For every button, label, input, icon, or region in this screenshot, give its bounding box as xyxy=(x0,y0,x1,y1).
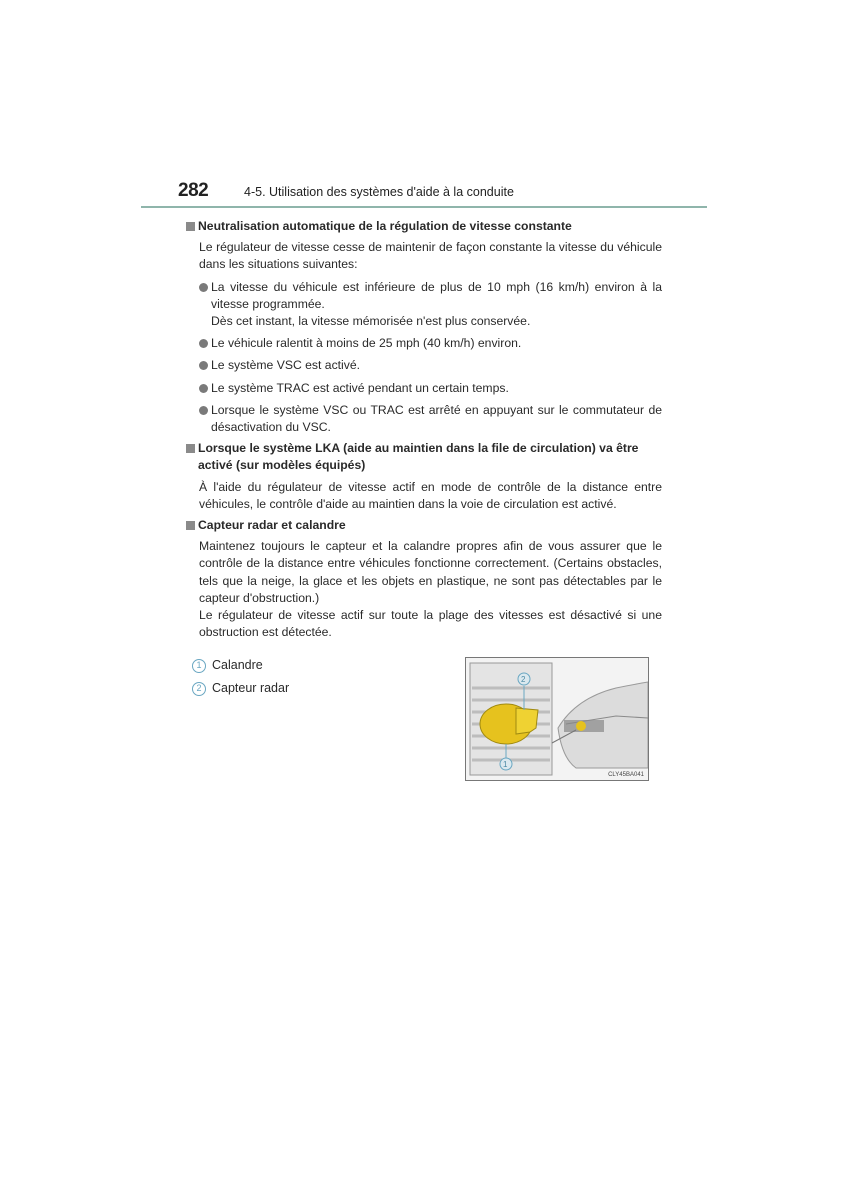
square-bullet-icon xyxy=(186,444,195,453)
paragraph: Le régulateur de vitesse actif sur toute la plage des vitesses est désactivé si une obstruction est détectée. xyxy=(199,608,662,640)
main-content xyxy=(186,214,662,641)
svg-text:1: 1 xyxy=(503,760,508,769)
bullet-icon xyxy=(199,361,208,370)
section-title: 4-5. Utilisation des systèmes d'aide à la conduite xyxy=(244,185,514,199)
bullet-icon xyxy=(199,283,208,292)
svg-text:2: 2 xyxy=(521,675,526,684)
list-item: Le système VSC est activé. xyxy=(199,357,662,374)
header-rule xyxy=(141,206,707,208)
bullet-icon xyxy=(199,406,208,415)
bullet-icon xyxy=(199,339,208,348)
callout-number-icon: 1 xyxy=(192,659,206,673)
section-heading: Neutralisation automatique de la régulation de vitesse constante xyxy=(186,218,662,235)
list-item: La vitesse du véhicule est inférieure de plus de 10 mph (16 km/h) environ à la vitesse programmée. Dès cet instant, la vitesse mémorisée n'est plus conservée. xyxy=(199,279,662,331)
square-bullet-icon xyxy=(186,222,195,231)
square-bullet-icon xyxy=(186,521,195,530)
page-number: 282 xyxy=(178,180,209,201)
bullet-icon xyxy=(199,384,208,393)
list-item: Le système TRAC est activé pendant un certain temps. xyxy=(199,380,662,397)
callout-number-icon: 2 xyxy=(192,682,206,696)
radar-sensor-illustration xyxy=(465,657,649,781)
figure-legend xyxy=(192,654,289,700)
legend-item: 2 Capteur radar xyxy=(192,677,289,700)
paragraph: À l'aide du régulateur de vitesse actif en mode de contrôle de la distance entre véhicules, le contrôle d'aide au maintien dans la voie de circulation est activé. xyxy=(199,479,662,511)
list-item: Le véhicule ralentit à moins de 25 mph (40 km/h) environ. xyxy=(199,335,662,352)
list-item: Lorsque le système VSC ou TRAC est arrêté en appuyant sur le commutateur de désactivation du VSC. xyxy=(199,402,662,436)
legend-item: 1 Calandre xyxy=(192,654,289,677)
car-grille-illustration xyxy=(466,658,648,780)
page-header xyxy=(178,180,514,202)
figure-code: CLY45BA041 xyxy=(608,772,644,778)
section-heading: Capteur radar et calandre xyxy=(186,517,662,534)
paragraph: Le régulateur de vitesse cesse de maintenir de façon constante la vitesse du véhicule dans les situations suivantes: xyxy=(199,240,662,272)
paragraph: Maintenez toujours le capteur et la calandre propres afin de vous assurer que le contrôle de la distance entre véhicules fonctionne correctement. (Certains obstacles, tels que la neige, la glace et les objets en plastique, ne sont pas détectables par le capteur d'obstruction.) xyxy=(199,539,662,605)
section-heading: Lorsque le système LKA (aide au maintien dans la file de circulation) va être activé (sur modèles équipés) xyxy=(186,440,662,474)
